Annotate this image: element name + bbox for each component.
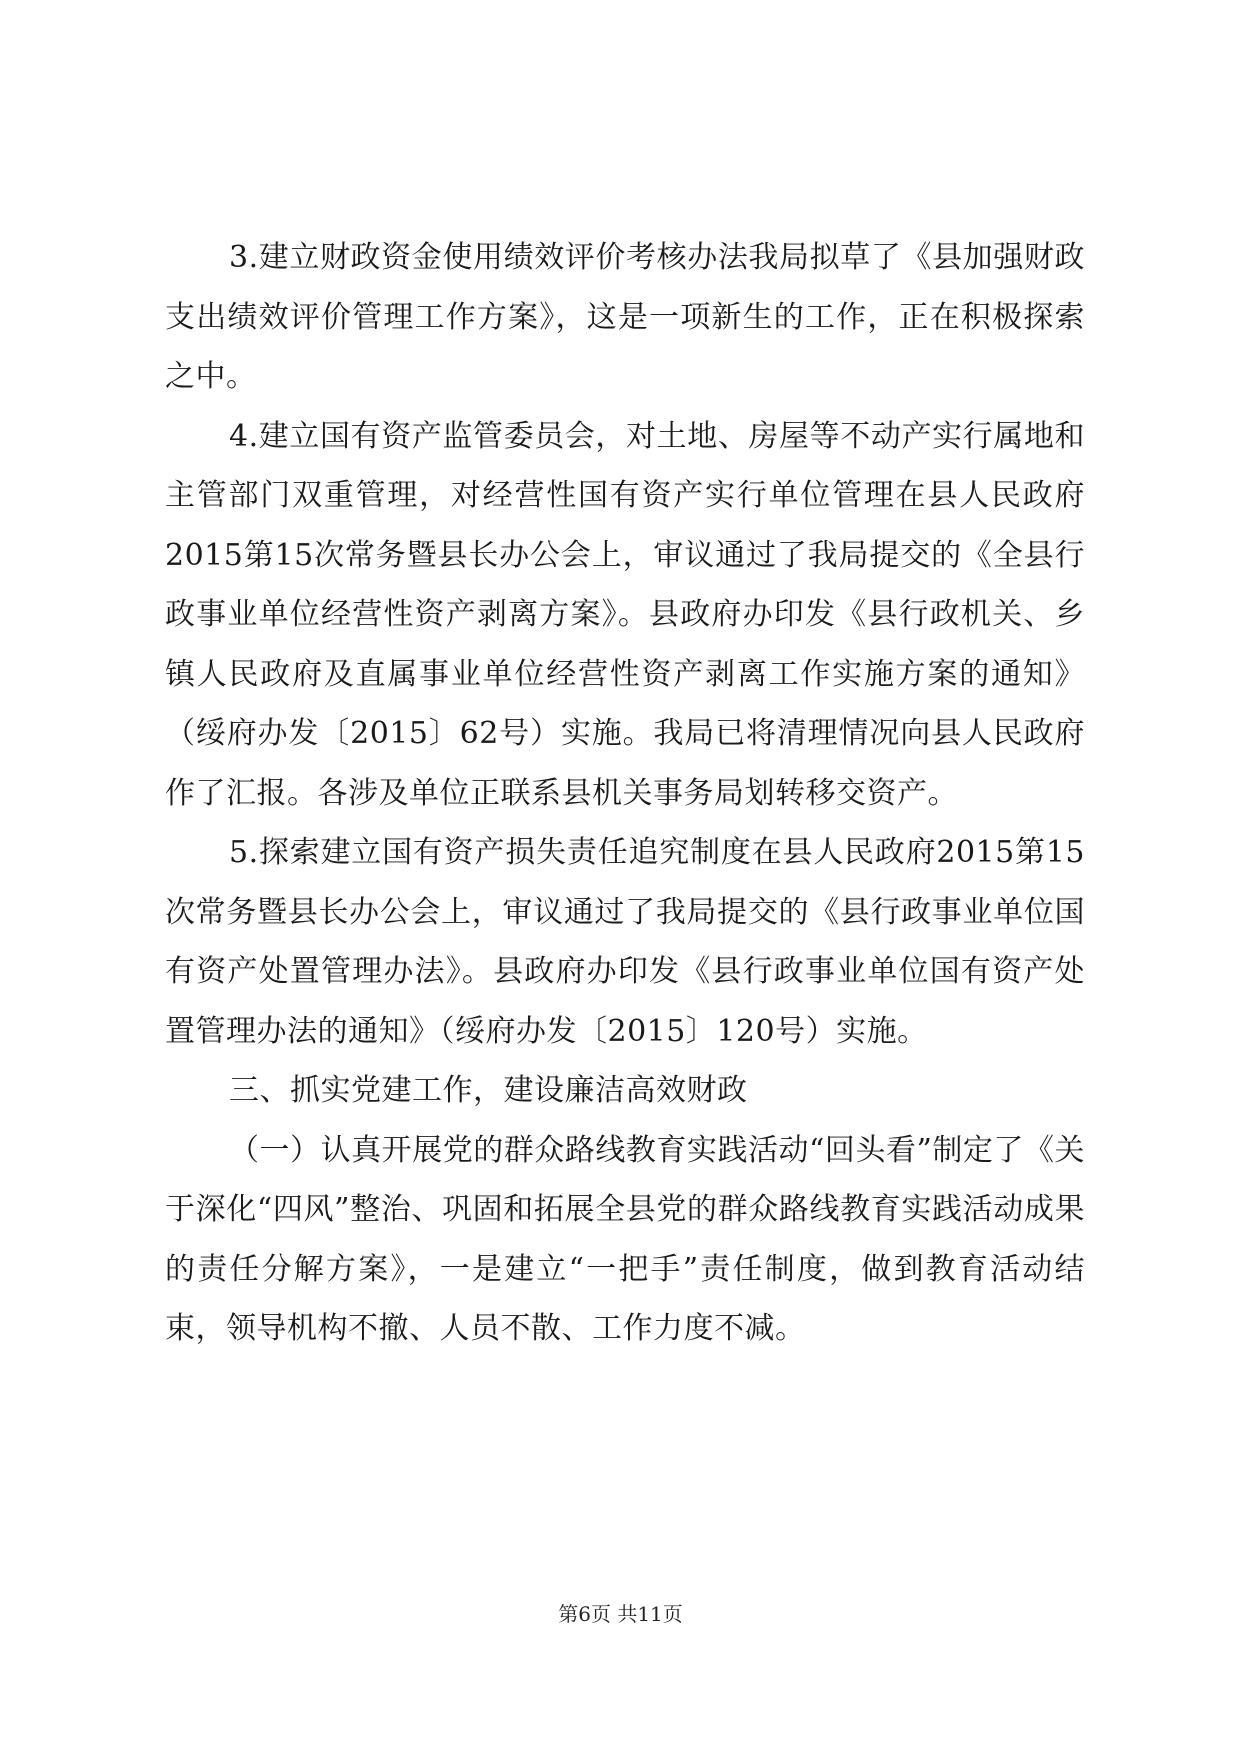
document-body bbox=[165, 228, 1085, 1359]
paragraph-subsection-1: （一）认真开展党的群众路线教育实践活动“回头看”制定了《关于深化“四风”整治、巩固和拓展全县党的群众路线教育实践活动成果的责任分解方案》，一是建立“一把手”责任制度，做到教育活动结束，领导机构不撤、人员不散、工作力度不减。 bbox=[165, 1132, 1085, 1346]
paragraph-item-4: 4.建立国有资产监管委员会，对土地、房屋等不动产实行属地和主管部门双重管理，对经营性国有资产实行单位管理在县人民政府2015第15次常务暨县长办公会上，审议通过了我局提交的《全县行政事业单位经营性资产剥离方案》。县政府办印发《县行政机关、乡镇人民政府及直属事业单位经营性资产剥离工作实施方案的通知》（绥府办发〔2015〕62号）实施。我局已将清理情况向县人民政府作了汇报。各涉及单位正联系县机关事务局划转移交资产。 bbox=[165, 418, 1085, 811]
paragraph-item-3: 3.建立财政资金使用绩效评价考核办法我局拟草了《县加强财政支出绩效评价管理工作方案》，这是一项新生的工作，正在积极探索之中。 bbox=[165, 240, 1085, 394]
page-number-footer: 第6页 共11页 bbox=[558, 1602, 683, 1626]
paragraph-item-5: 5.探索建立国有资产损失责任追究制度在县人民政府2015第15次常务暨县长办公会上，审议通过了我局提交的《县行政事业单位国有资产处置管理办法》。县政府办印发《县行政事业单位国有资产处置管理办法的通知》（绥府办发〔2015〕120号）实施。 bbox=[165, 835, 1085, 1049]
section-heading: 三、抓实党建工作，建设廉洁高效财政 bbox=[229, 1073, 748, 1108]
